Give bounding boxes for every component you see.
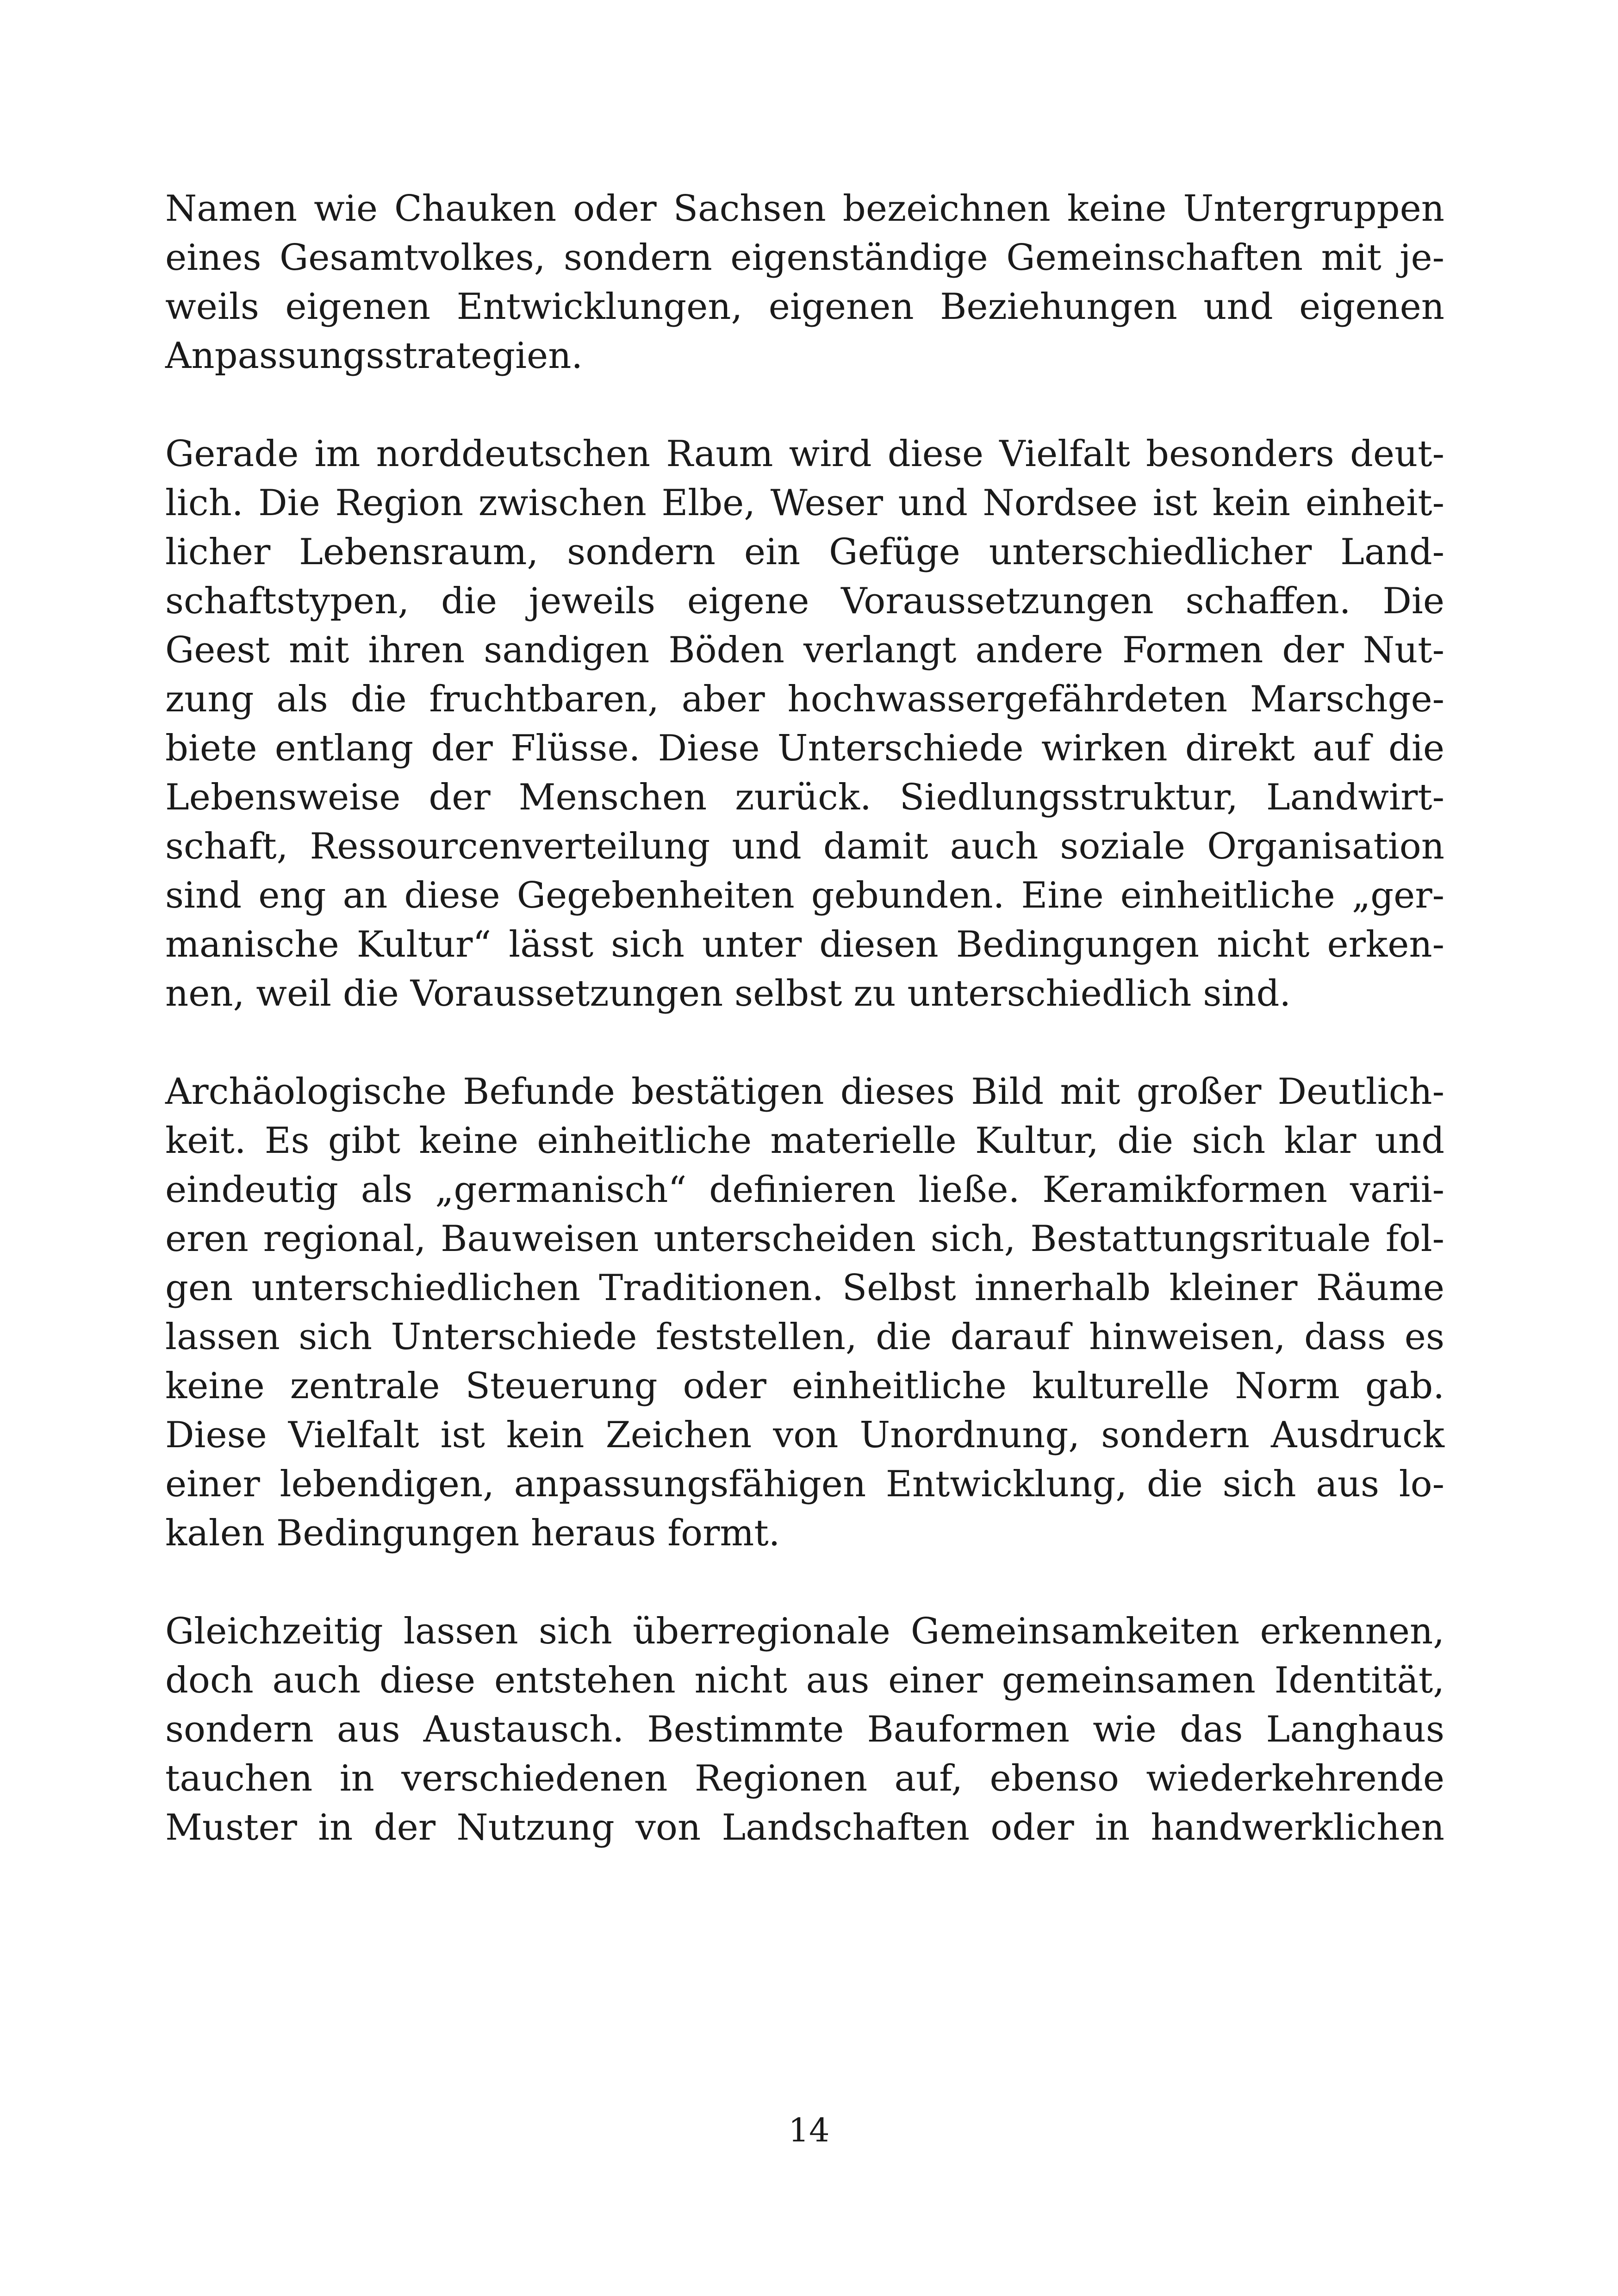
text-line: eren regional, Bauweisen unterscheiden sich, Bestattungsrituale fol-: [165, 1218, 1444, 1260]
paragraph: [165, 1067, 1444, 1558]
text-line: schaftstypen, die jeweils eigene Voraussetzungen schaffen. Die: [165, 580, 1444, 622]
paragraph: [165, 429, 1444, 1018]
text-line: Gerade im norddeutschen Raum wird diese Vielfalt besonders deut-: [165, 433, 1444, 475]
text-line: Geest mit ihren sandigen Böden verlangt andere Formen der Nut-: [165, 629, 1444, 671]
text-line: nen, weil die Voraussetzungen selbst zu unterschiedlich sind.: [165, 973, 1291, 1014]
text-line: licher Lebensraum, sondern ein Gefüge unterschiedlicher Land-: [165, 531, 1444, 573]
text-line: lich. Die Region zwischen Elbe, Weser und Nordsee ist kein einheit-: [165, 482, 1444, 524]
text-line: Lebensweise der Menschen zurück. Siedlungsstruktur, Landwirt-: [165, 777, 1444, 818]
text-line: zung als die fruchtbaren, aber hochwassergefährdeten Marschge-: [165, 678, 1444, 720]
text-line: tauchen in verschiedenen Regionen auf, ebenso wiederkehrende: [165, 1758, 1444, 1799]
text-line: Anpassungsstrategien.: [165, 335, 583, 377]
text-line: Namen wie Chauken oder Sachsen bezeichnen keine Untergruppen: [165, 188, 1444, 230]
text-line: doch auch diese entstehen nicht aus einer gemeinsamen Identität,: [165, 1660, 1444, 1701]
text-line: Diese Vielfalt ist kein Zeichen von Unordnung, sondern Ausdruck: [165, 1414, 1444, 1456]
text-line: kalen Bedingungen heraus formt.: [165, 1512, 780, 1554]
text-line: schaft, Ressourcenverteilung und damit auch soziale Organisation: [165, 826, 1444, 867]
paragraph: [165, 1607, 1444, 1852]
page-number: 14: [788, 2111, 830, 2149]
text-line: eindeutig als „germanisch“ definieren ließe. Keramikformen varii-: [165, 1169, 1444, 1211]
text-line: Archäologische Befunde bestätigen dieses Bild mit großer Deutlich-: [165, 1071, 1444, 1113]
text-line: gen unterschiedlichen Traditionen. Selbst innerhalb kleiner Räume: [165, 1267, 1444, 1309]
text-line: keine zentrale Steuerung oder einheitliche kulturelle Norm gab.: [165, 1365, 1444, 1407]
text-line: keit. Es gibt keine einheitliche materielle Kultur, die sich klar und: [165, 1120, 1444, 1162]
body-text: [165, 184, 1444, 1901]
text-line: Gleichzeitig lassen sich überregionale Gemeinsamkeiten erkennen,: [165, 1611, 1444, 1652]
text-line: biete entlang der Flüsse. Diese Unterschiede wirken direkt auf die: [165, 728, 1444, 769]
text-line: lassen sich Unterschiede feststellen, die darauf hinweisen, dass es: [165, 1316, 1444, 1358]
text-line: Muster in der Nutzung von Landschaften oder in handwerklichen: [165, 1807, 1444, 1848]
text-line: weils eigenen Entwicklungen, eigenen Beziehungen und eigenen: [165, 286, 1444, 328]
text-line: sind eng an diese Gegebenheiten gebunden. Eine einheitliche „ger-: [165, 875, 1444, 916]
text-line: manische Kultur“ lässt sich unter diesen Bedingungen nicht erken-: [165, 924, 1444, 965]
text-line: sondern aus Austausch. Bestimmte Bauformen wie das Langhaus: [165, 1709, 1444, 1750]
paragraph: [165, 184, 1444, 380]
text-line: einer lebendigen, anpassungsfähigen Entwicklung, die sich aus lo-: [165, 1463, 1444, 1505]
text-line: eines Gesamtvolkes, sondern eigenständige Gemeinschaften mit je-: [165, 237, 1444, 279]
